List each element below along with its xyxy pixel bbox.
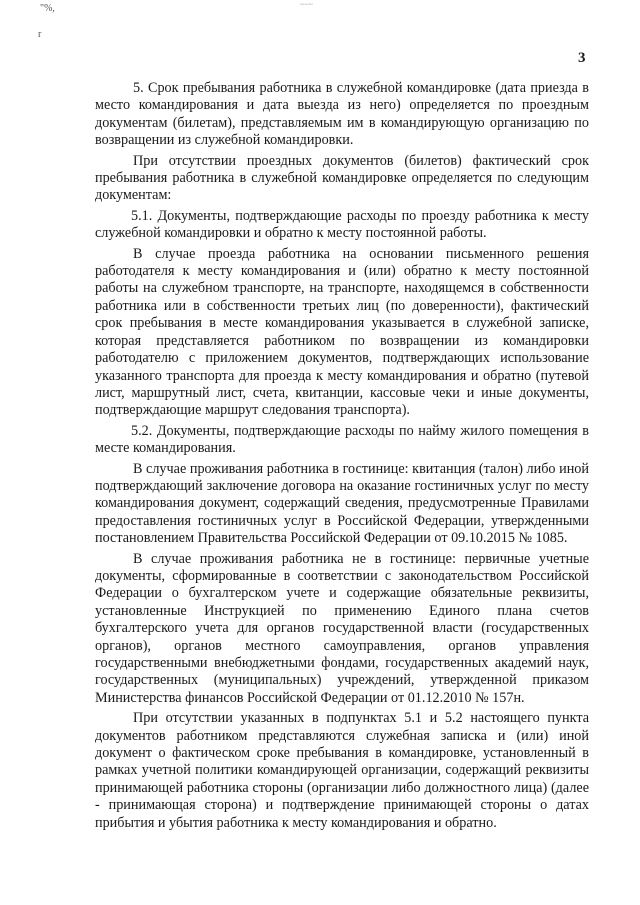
paragraph-5-1: 5.1. Документы, подтверждающие расходы по проезду работника к месту служебной командировки и обратно к месту постоянной работы.	[95, 207, 589, 242]
scan-artifact: ~~~	[300, 0, 313, 9]
paragraph-5: 5. Срок пребывания работника в служебной командировке (дата приезда в место командирования и дата выезда из него) определяется по проездным документам (билетам), представляемым им в командирующую организацию по возвращении из служебной командировки.	[95, 80, 589, 149]
page-number: 3	[578, 50, 586, 66]
document-body	[95, 80, 589, 835]
scan-artifact: r	[38, 29, 42, 40]
paragraph-no-travel-documents: При отсутствии проездных документов (билетов) фактический срок пребывания работника в служебной командировке определяется по следующим документам:	[95, 152, 589, 204]
paragraph-5-2: 5.2. Документы, подтверждающие расходы по найму жилого помещения в месте командирования.	[95, 422, 589, 457]
paragraph-transport-case: В случае проезда работника на основании письменного решения работодателя к месту командирования и (или) обратно к месту постоянной работы на служебном транспорте, на транспорте, находящемся в собственности работника или в собственности третьих лиц (по доверенности), фактический срок пребывания в месте командирования указывается в служебной записке, которая представляется работником по возвращении из командировки работодателю с приложением документов, подтверждающих использование указанного транспорта для проезда к месту командирования и обратно (путевой лист, маршрутный лист, счета, квитанции, кассовые чеки и иные документы, подтверждающие маршрут следования транспорта).	[95, 245, 589, 419]
scan-artifact: "%,	[40, 3, 55, 14]
paragraph-no-documents-case: При отсутствии указанных в подпунктах 5.1 и 5.2 настоящего пункта документов работником представляются служебная записка и (или) иной документ о фактическом сроке пребывания в командировке, установленный в рамках учетной политики командирующей организации, содержащий реквизиты принимающей работника стороны (организации либо должностного лица) (далее - принимающая сторона) и подтверждение принимающей стороны о датах прибытия и убытия работника к месту командирования и обратно.	[95, 710, 589, 831]
paragraph-non-hotel-case: В случае проживания работника не в гостинице: первичные учетные документы, сформированные в соответствии с законодательством Российской Федерации о бухгалтерском учете и содержащие обязательные реквизиты, установленные Инструкцией по применению Единого плана счетов бухгалтерского учета для органов государственной власти (государственных органов), органов местного самоуправления, органов управления государственными внебюджетными фондами, государственных академий наук, государственных (муниципальных) учреждений, утвержденной приказом Министерства финансов Российской Федерации от 01.12.2010 № 157н.	[95, 550, 589, 706]
paragraph-hotel-case: В случае проживания работника в гостинице: квитанция (талон) либо иной подтверждающий заключение договора на оказание гостиничных услуг по месту командирования документ, содержащий сведения, предусмотренные Правилами предоставления гостиничных услуг в Российской Федерации, утвержденными постановлением Правительства Российской Федерации от 09.10.2015 № 1085.	[95, 460, 589, 547]
